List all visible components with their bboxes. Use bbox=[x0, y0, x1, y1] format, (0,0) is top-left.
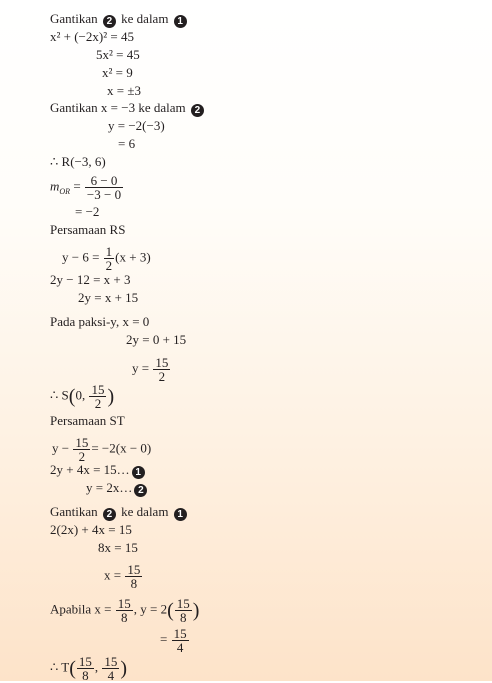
numerator: 15 bbox=[127, 562, 141, 577]
equation-badge: 1 bbox=[174, 15, 187, 28]
text: Gantikan bbox=[50, 504, 98, 519]
fraction bbox=[175, 597, 192, 624]
equation: 2y − 12 = x + 3 bbox=[50, 272, 131, 287]
numerator: 15 bbox=[176, 596, 190, 611]
text: 2y + 4x = 15… bbox=[50, 462, 130, 477]
text: ∴ S bbox=[50, 387, 69, 403]
equation: 5x² = 45 bbox=[96, 47, 140, 62]
denominator: 2 bbox=[158, 369, 166, 384]
fraction bbox=[172, 627, 189, 654]
equation-2 bbox=[86, 480, 149, 497]
equation-st bbox=[52, 436, 151, 463]
text: , y = 2 bbox=[133, 601, 168, 617]
denominator: 8 bbox=[120, 610, 128, 625]
text: ∴ T bbox=[50, 659, 70, 675]
equation: 8x = 15 bbox=[98, 540, 138, 555]
equation-badge: 2 bbox=[134, 484, 147, 497]
equation bbox=[104, 563, 143, 590]
numerator: 6 − 0 bbox=[85, 174, 123, 188]
equation: = 6 bbox=[118, 136, 136, 151]
subscript: OR bbox=[59, 187, 71, 197]
equation-badge: 1 bbox=[132, 466, 145, 479]
section-title: Persamaan ST bbox=[50, 413, 125, 428]
point-r: ∴ R(−3, 6) bbox=[50, 154, 106, 169]
equation: 2y = x + 15 bbox=[78, 290, 139, 305]
denominator: 2 bbox=[78, 449, 86, 464]
equation: x² + (−2x)² = 45 bbox=[50, 29, 134, 44]
text: Gantikan bbox=[50, 11, 98, 26]
fraction bbox=[73, 436, 90, 463]
equation: 2(2x) + 4x = 15 bbox=[50, 522, 132, 537]
text: 0, bbox=[75, 387, 86, 403]
fraction bbox=[102, 655, 119, 682]
denominator: 8 bbox=[82, 668, 89, 683]
numerator: 15 bbox=[173, 626, 187, 641]
paren: ) bbox=[120, 657, 128, 680]
text: Gantikan x = −3 ke dalam bbox=[50, 100, 186, 115]
numerator: 1 bbox=[105, 244, 113, 259]
fraction bbox=[125, 563, 142, 590]
paren: ( bbox=[167, 599, 174, 622]
equation-badge: 2 bbox=[103, 15, 116, 28]
denominator: 4 bbox=[176, 640, 184, 655]
equation: x = ±3 bbox=[107, 83, 141, 98]
text: y − 6 = bbox=[62, 249, 100, 265]
paren: ( bbox=[69, 657, 76, 680]
fraction bbox=[104, 245, 115, 272]
equation-1 bbox=[50, 462, 147, 479]
point-t bbox=[50, 655, 127, 682]
text: = bbox=[160, 631, 168, 647]
paren: ( bbox=[68, 385, 76, 408]
denominator: 2 bbox=[105, 258, 113, 273]
equation: y = −2(−3) bbox=[108, 118, 165, 133]
denominator: 8 bbox=[130, 576, 138, 591]
gradient-or bbox=[50, 174, 124, 201]
fraction bbox=[85, 174, 123, 201]
equation: 2y = 0 + 15 bbox=[126, 332, 187, 347]
denominator: 8 bbox=[180, 610, 187, 625]
equation: x² = 9 bbox=[102, 65, 133, 80]
fraction bbox=[77, 655, 94, 682]
fraction bbox=[89, 383, 106, 410]
equation-badge: 2 bbox=[103, 508, 116, 521]
paren: ) bbox=[107, 385, 115, 408]
paren: ) bbox=[192, 599, 200, 622]
numerator: 15 bbox=[75, 435, 89, 450]
section-title: Pada paksi-y, x = 0 bbox=[50, 314, 150, 329]
text: Apabila x = bbox=[50, 601, 112, 617]
substitute-line-2 bbox=[50, 100, 206, 117]
equation-badge: 1 bbox=[174, 508, 187, 521]
text: = −2(x − 0) bbox=[91, 440, 152, 456]
text: (x + 3) bbox=[115, 249, 151, 265]
substitute-line-1 bbox=[50, 11, 189, 28]
equation: = −2 bbox=[75, 204, 100, 219]
text: = bbox=[73, 178, 81, 194]
equation bbox=[132, 356, 171, 383]
when-line bbox=[50, 597, 199, 624]
numerator: 15 bbox=[78, 654, 92, 669]
equation bbox=[160, 627, 190, 654]
text: x = bbox=[104, 567, 122, 583]
text: , bbox=[94, 659, 99, 675]
denominator: 4 bbox=[107, 668, 115, 683]
denominator: 2 bbox=[94, 396, 102, 411]
fraction bbox=[116, 597, 133, 624]
text: y = bbox=[132, 360, 150, 376]
denominator: −3 − 0 bbox=[86, 187, 122, 202]
equation-rs bbox=[62, 245, 151, 272]
point-s bbox=[50, 383, 114, 410]
numerator: 15 bbox=[155, 355, 169, 370]
substitute-line-3 bbox=[50, 504, 189, 521]
text: y = 2x… bbox=[86, 480, 133, 495]
numerator: 15 bbox=[91, 382, 105, 397]
text: y − bbox=[52, 440, 70, 456]
equation-badge: 2 bbox=[191, 104, 204, 117]
section-title: Persamaan RS bbox=[50, 222, 126, 237]
text: m bbox=[50, 178, 60, 194]
numerator: 15 bbox=[104, 654, 118, 669]
numerator: 15 bbox=[117, 596, 131, 611]
text: ke dalam bbox=[121, 11, 169, 26]
text: ke dalam bbox=[121, 504, 169, 519]
fraction bbox=[153, 356, 170, 383]
